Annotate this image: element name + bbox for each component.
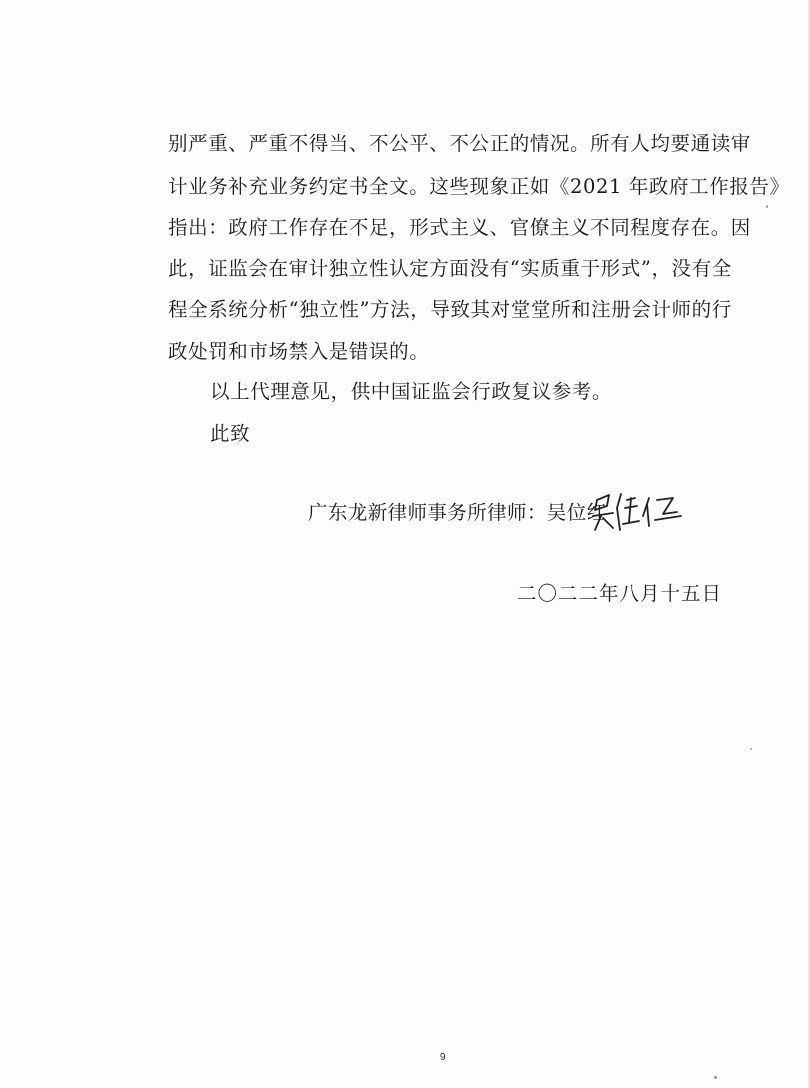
handwritten-signature xyxy=(587,486,687,536)
body-line: 计业务补充业务约定书全文。这些现象正如《2021 年政府工作报告》 xyxy=(168,175,790,198)
scan-speck xyxy=(714,1076,717,1079)
body-line: 程全系统分析“独立性”方法，导致其对堂堂所和注册会计师的行 xyxy=(168,298,732,321)
signer-line: 广东龙新律师事务所律师：吴位红 xyxy=(308,501,607,524)
body-line: 别严重、严重不得当、不公平、不公正的情况。所有人均要通读审 xyxy=(168,132,751,155)
salutation: 此致 xyxy=(210,422,251,445)
page-number: 9 xyxy=(440,1052,446,1063)
body-line: 政处罚和市场禁入是错误的。 xyxy=(168,340,430,363)
closing-statement: 以上代理意见，供中国证监会行政复议参考。 xyxy=(210,380,613,403)
scan-speck xyxy=(750,748,752,750)
body-line: 此，证监会在审计独立性认定方面没有“实质重于形式”，没有全 xyxy=(168,257,732,280)
scan-speck xyxy=(766,205,768,208)
body-line: 指出：政府工作存在不足，形式主义、官僚主义不同程度存在。因 xyxy=(168,216,751,239)
document-date: 二〇二二年八月十五日 xyxy=(517,582,723,605)
